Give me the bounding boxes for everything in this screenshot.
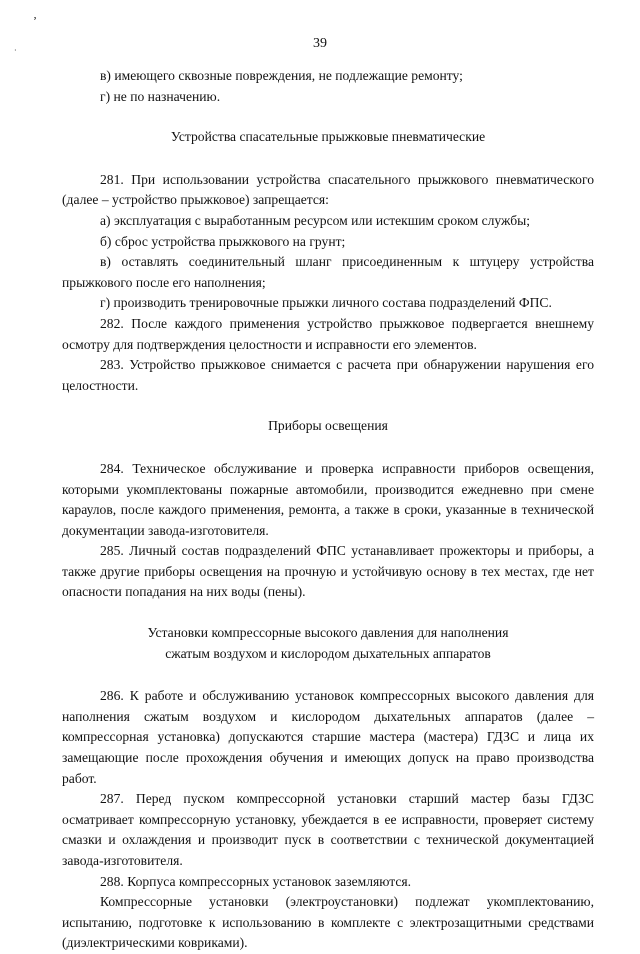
list-item: б) сброс устройства прыжкового на грунт; (100, 233, 346, 249)
paragraph-compressor-equipment: Компрессорные установки (электроустановки) подлежат укомплектованию, испытанию, подготовке к использованию в комплекте с электрозащитными средствами (диэлектрическими ковриками). (62, 894, 594, 951)
list-item: г) не по назначению. (100, 88, 221, 104)
paragraph-282: 282. После каждого применения устройство прыжковое подвергается внешнему осмотру для подтверждения целостности и исправности его элементов. (62, 315, 594, 352)
list-item: в) имеющего сквозные повреждения, не подлежащие ремонту; (100, 68, 463, 83)
paragraph-283: 283. Устройство прыжковое снимается с расчета при обнаружении нарушения его целостности. (62, 357, 594, 393)
paragraph-287: 287. Перед пуском компрессорной установки старший мастер базы ГДЗС осматривает компрессорную установку, убеждается в ее исправности, проверяет систему смазки и охлаждения и производит пуск в соответствии с технической документацией завода-изготовителя. (62, 791, 594, 868)
paragraph-284: 284. Техническое обслуживание и проверка исправности приборов освещения, которыми укомплектованы пожарные автомобили, производится ежедневно при смене караулов, после каждого применения, ремонта, а также в сроки, указанные в технической документации завода-изготовителя. (62, 460, 594, 538)
section-heading-compressors-line2: сжатым воздухом и кислородом дыхательных аппаратов (165, 645, 491, 661)
section-heading-compressors-line1: Установки компрессорные высокого давления для наполнения (147, 625, 509, 641)
page-number: 39 (313, 36, 327, 51)
section-heading-lighting: Приборы освещения (268, 418, 388, 434)
list-item: г) производить тренировочные прыжки личного состава подразделений ФПС. (100, 295, 552, 311)
scan-dot: · (14, 46, 17, 55)
list-item: в) оставлять соединительный шланг присоединенным к штуцеру устройства прыжкового после его наполнения; (62, 254, 594, 290)
list-item: а) эксплуатация с выработанным ресурсом или истекшим сроком службы; (100, 212, 531, 228)
section-heading-jump-devices: Устройства спасательные прыжковые пневматические (170, 129, 486, 145)
document-body (62, 66, 594, 954)
scan-mark: ʼ (33, 14, 37, 28)
paragraph-288: 288. Корпуса компрессорных установок заземляются. (100, 873, 412, 889)
paragraph-281: 281. При использовании устройства спасательного прыжкового пневматического (далее – устройство прыжковое) запрещается: (62, 171, 594, 208)
paragraph-286: 286. К работе и обслуживанию установок компрессорных высокого давления для наполнения сжатым воздухом и кислородом дыхательных аппаратов (далее – компрессорная установка) допускаются старшие мастера (мастера) ГДЗС и лица их замещающие после прохождения обучения и имеющих допуск на право производства работ. (62, 688, 594, 786)
paragraph-285: 285. Личный состав подразделений ФПС устанавливает прожекторы и приборы, а также другие приборы освещения на прочную и устойчивую основу в тех местах, где нет опасности попадания на них воды (пены). (62, 543, 594, 600)
